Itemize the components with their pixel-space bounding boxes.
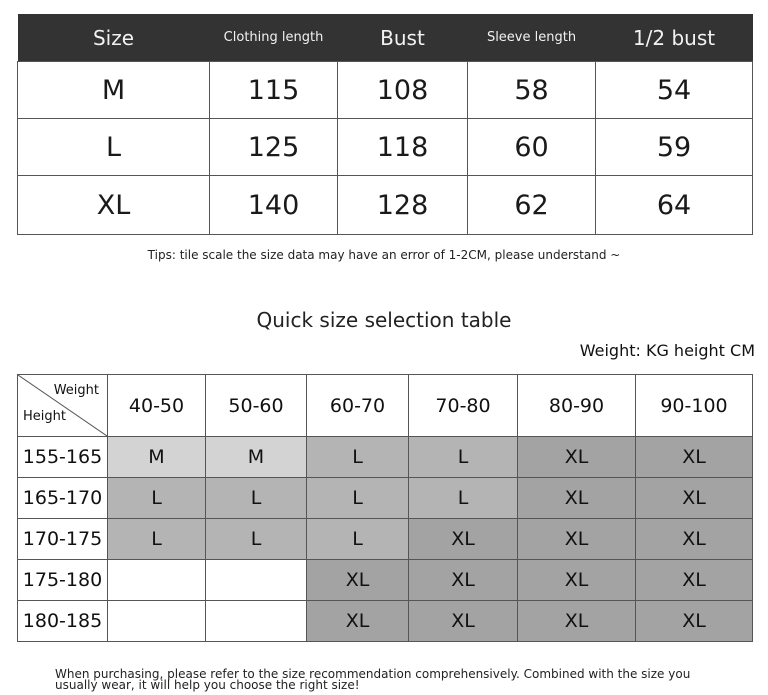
weight-range-header: 70-80 xyxy=(409,375,518,437)
footer-note: When purchasing, please refer to the size recommendation comprehensively. Combined with the size you usually wear, it will help you choose the right size! xyxy=(55,667,691,692)
recommended-size-cell: M xyxy=(108,437,206,478)
size-value-cell: 140 xyxy=(210,176,338,235)
size-label-cell: L xyxy=(18,119,210,176)
size-chart-header-row xyxy=(18,14,753,62)
recommended-size-cell: L xyxy=(206,478,307,519)
size-row xyxy=(18,176,753,235)
height-range-cell: 165-170 xyxy=(18,478,108,519)
size-row xyxy=(18,62,753,119)
header-size: Size xyxy=(18,14,210,62)
height-range-cell: 180-185 xyxy=(18,601,108,642)
quick-table-title: Quick size selection table xyxy=(256,308,512,332)
size-value-cell: 58 xyxy=(468,62,596,119)
size-value-cell: 64 xyxy=(596,176,753,235)
recommended-size-cell: L xyxy=(409,437,518,478)
empty-cell xyxy=(108,560,206,601)
height-range-cell: 175-180 xyxy=(18,560,108,601)
header-half-bust: 1/2 bust xyxy=(596,14,753,62)
size-value-cell: 54 xyxy=(596,62,753,119)
recommended-size-cell: XL xyxy=(636,519,753,560)
quick-table-row xyxy=(18,601,753,642)
height-range-cell: 170-175 xyxy=(18,519,108,560)
weight-range-header: 90-100 xyxy=(636,375,753,437)
size-value-cell: 125 xyxy=(210,119,338,176)
weight-range-header: 80-90 xyxy=(518,375,636,437)
recommended-size-cell: L xyxy=(307,478,409,519)
recommended-size-cell: L xyxy=(409,478,518,519)
recommended-size-cell: L xyxy=(206,519,307,560)
recommended-size-cell: L xyxy=(307,437,409,478)
recommended-size-cell: L xyxy=(108,478,206,519)
header-bust: Bust xyxy=(338,14,468,62)
recommended-size-cell: XL xyxy=(307,560,409,601)
recommended-size-cell: XL xyxy=(636,560,753,601)
height-range-cell: 155-165 xyxy=(18,437,108,478)
quick-table-header-row xyxy=(18,375,753,437)
recommended-size-cell: XL xyxy=(636,478,753,519)
empty-cell xyxy=(206,601,307,642)
empty-cell xyxy=(108,601,206,642)
recommended-size-cell: XL xyxy=(518,560,636,601)
size-value-cell: 115 xyxy=(210,62,338,119)
recommended-size-cell: XL xyxy=(409,601,518,642)
size-value-cell: 108 xyxy=(338,62,468,119)
recommended-size-cell: XL xyxy=(518,437,636,478)
header-sleeve-length: Sleeve length xyxy=(468,14,596,62)
recommended-size-cell: XL xyxy=(636,601,753,642)
recommended-size-cell: XL xyxy=(518,478,636,519)
corner-weight-label: Weight xyxy=(53,383,99,398)
quick-table-row xyxy=(18,560,753,601)
size-value-cell: 118 xyxy=(338,119,468,176)
size-label-cell: M xyxy=(18,62,210,119)
size-value-cell: 128 xyxy=(338,176,468,235)
recommended-size-cell: M xyxy=(206,437,307,478)
corner-cell xyxy=(18,375,108,437)
size-chart-table xyxy=(17,14,753,235)
size-label-cell: XL xyxy=(18,176,210,235)
size-value-cell: 62 xyxy=(468,176,596,235)
recommended-size-cell: L xyxy=(307,519,409,560)
weight-range-header: 40-50 xyxy=(108,375,206,437)
size-value-cell: 59 xyxy=(596,119,753,176)
units-label: Weight: KG height CM xyxy=(579,341,755,360)
quick-table-row xyxy=(18,437,753,478)
recommended-size-cell: L xyxy=(108,519,206,560)
size-value-cell: 60 xyxy=(468,119,596,176)
recommended-size-cell: XL xyxy=(636,437,753,478)
quick-table-row xyxy=(18,478,753,519)
quick-size-table xyxy=(17,374,753,642)
header-clothing-length: Clothing length xyxy=(210,14,338,62)
quick-table-row xyxy=(18,519,753,560)
recommended-size-cell: XL xyxy=(518,519,636,560)
weight-range-header: 60-70 xyxy=(307,375,409,437)
recommended-size-cell: XL xyxy=(518,601,636,642)
recommended-size-cell: XL xyxy=(409,519,518,560)
size-row xyxy=(18,119,753,176)
tips-text: Tips: tile scale the size data may have an error of 1-2CM, please understand ~ xyxy=(147,248,621,262)
recommended-size-cell: XL xyxy=(409,560,518,601)
corner-height-label: Height xyxy=(23,409,66,424)
empty-cell xyxy=(206,560,307,601)
recommended-size-cell: XL xyxy=(307,601,409,642)
weight-range-header: 50-60 xyxy=(206,375,307,437)
